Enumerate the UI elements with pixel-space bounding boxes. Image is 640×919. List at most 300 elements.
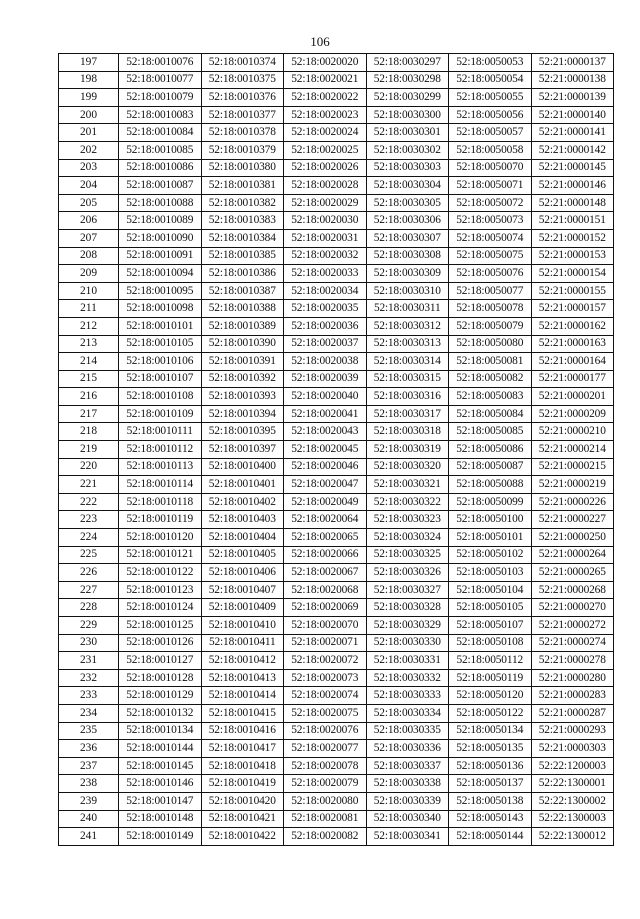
cadastral-number-cell: 52:21:0000214 <box>531 441 614 459</box>
cadastral-number-cell: 52:18:0010128 <box>119 669 202 687</box>
cadastral-number-cell: 52:18:0010416 <box>201 722 284 740</box>
cadastral-number-cell: 52:18:0010419 <box>201 775 284 793</box>
cadastral-number-cell: 52:18:0010124 <box>119 599 202 617</box>
cadastral-number-cell: 52:18:0030316 <box>366 388 449 406</box>
table-row <box>59 687 614 705</box>
cadastral-number-cell: 52:18:0010112 <box>119 441 202 459</box>
cadastral-number-cell: 52:18:0050136 <box>449 757 532 775</box>
cadastral-number-cell: 52:18:0010087 <box>119 177 202 195</box>
table-row <box>59 282 614 300</box>
row-number-cell: 201 <box>59 124 119 142</box>
table-row <box>59 722 614 740</box>
table-row <box>59 141 614 159</box>
cadastral-number-cell: 52:18:0010077 <box>119 71 202 89</box>
table-row <box>59 564 614 582</box>
cadastral-number-cell: 52:18:0020081 <box>284 810 367 828</box>
table-row <box>59 106 614 124</box>
cadastral-number-cell: 52:21:0000152 <box>531 229 614 247</box>
cadastral-number-cell: 52:18:0030311 <box>366 300 449 318</box>
cadastral-number-cell: 52:18:0050054 <box>449 71 532 89</box>
row-number-cell: 206 <box>59 212 119 230</box>
cadastral-number-cell: 52:18:0050138 <box>449 792 532 810</box>
cadastral-number-cell: 52:18:0010114 <box>119 476 202 494</box>
cadastral-number-cell: 52:18:0020035 <box>284 300 367 318</box>
cadastral-number-cell: 52:18:0020041 <box>284 405 367 423</box>
cadastral-number-cell: 52:18:0010392 <box>201 370 284 388</box>
row-number-cell: 200 <box>59 106 119 124</box>
cadastral-number-cell: 52:18:0020034 <box>284 282 367 300</box>
row-number-cell: 222 <box>59 493 119 511</box>
cadastral-number-cell: 52:18:0050101 <box>449 529 532 547</box>
cadastral-number-cell: 52:18:0010123 <box>119 581 202 599</box>
table-row <box>59 317 614 335</box>
table-row <box>59 810 614 828</box>
row-number-cell: 233 <box>59 687 119 705</box>
row-number-cell: 207 <box>59 229 119 247</box>
cadastral-number-cell: 52:18:0050102 <box>449 546 532 564</box>
cadastral-number-cell: 52:18:0050074 <box>449 229 532 247</box>
cadastral-number-cell: 52:18:0010127 <box>119 652 202 670</box>
cadastral-number-cell: 52:18:0050104 <box>449 581 532 599</box>
cadastral-number-cell: 52:21:0000177 <box>531 370 614 388</box>
cadastral-number-cell: 52:18:0050099 <box>449 493 532 511</box>
cadastral-number-cell: 52:18:0010126 <box>119 634 202 652</box>
cadastral-number-cell: 52:18:0020039 <box>284 370 367 388</box>
cadastral-number-cell: 52:18:0030301 <box>366 124 449 142</box>
cadastral-number-cell: 52:21:0000142 <box>531 141 614 159</box>
cadastral-number-cell: 52:18:0010418 <box>201 757 284 775</box>
cadastral-number-cell: 52:18:0020077 <box>284 740 367 758</box>
cadastral-number-cell: 52:18:0030328 <box>366 599 449 617</box>
cadastral-number-cell: 52:18:0030322 <box>366 493 449 511</box>
cadastral-number-cell: 52:18:0050085 <box>449 423 532 441</box>
row-number-cell: 224 <box>59 529 119 547</box>
table-row <box>59 300 614 318</box>
cadastral-number-cell: 52:21:0000146 <box>531 177 614 195</box>
cadastral-number-cell: 52:18:0030341 <box>366 828 449 846</box>
cadastral-number-cell: 52:18:0020040 <box>284 388 367 406</box>
table-row <box>59 71 614 89</box>
cadastral-number-cell: 52:18:0050083 <box>449 388 532 406</box>
cadastral-number-cell: 52:18:0050137 <box>449 775 532 793</box>
cadastral-number-cell: 52:18:0050120 <box>449 687 532 705</box>
cadastral-number-cell: 52:18:0020068 <box>284 581 367 599</box>
cadastral-number-cell: 52:18:0020065 <box>284 529 367 547</box>
cadastral-number-cell: 52:22:1300012 <box>531 828 614 846</box>
cadastral-number-cell: 52:18:0050100 <box>449 511 532 529</box>
cadastral-number-cell: 52:18:0020046 <box>284 458 367 476</box>
cadastral-number-cell: 52:18:0020029 <box>284 194 367 212</box>
cadastral-number-cell: 52:21:0000138 <box>531 71 614 89</box>
page-number: 106 <box>310 34 330 49</box>
cadastral-number-cell: 52:18:0020078 <box>284 757 367 775</box>
cadastral-number-cell: 52:18:0030304 <box>366 177 449 195</box>
cadastral-number-cell: 52:18:0010144 <box>119 740 202 758</box>
row-number-cell: 209 <box>59 265 119 283</box>
cadastral-number-cell: 52:18:0030310 <box>366 282 449 300</box>
cadastral-number-cell: 52:18:0030319 <box>366 441 449 459</box>
row-number-cell: 221 <box>59 476 119 494</box>
cadastral-number-cell: 52:18:0020030 <box>284 212 367 230</box>
table-row <box>59 441 614 459</box>
cadastral-number-cell: 52:18:0030318 <box>366 423 449 441</box>
row-number-cell: 237 <box>59 757 119 775</box>
cadastral-number-cell: 52:18:0010086 <box>119 159 202 177</box>
cadastral-number-cell: 52:18:0010400 <box>201 458 284 476</box>
cadastral-number-cell: 52:18:0010395 <box>201 423 284 441</box>
cadastral-number-cell: 52:18:0050112 <box>449 652 532 670</box>
cadastral-number-cell: 52:18:0050073 <box>449 212 532 230</box>
cadastral-number-cell: 52:21:0000210 <box>531 423 614 441</box>
cadastral-number-cell: 52:18:0010095 <box>119 282 202 300</box>
cadastral-number-cell: 52:18:0030338 <box>366 775 449 793</box>
cadastral-number-cell: 52:21:0000283 <box>531 687 614 705</box>
cadastral-number-cell: 52:18:0010393 <box>201 388 284 406</box>
cadastral-number-cell: 52:18:0010149 <box>119 828 202 846</box>
cadastral-number-cell: 52:21:0000151 <box>531 212 614 230</box>
cadastral-number-cell: 52:21:0000219 <box>531 476 614 494</box>
cadastral-number-cell: 52:18:0050072 <box>449 194 532 212</box>
cadastral-number-cell: 52:18:0030331 <box>366 652 449 670</box>
cadastral-number-cell: 52:18:0020025 <box>284 141 367 159</box>
row-number-cell: 213 <box>59 335 119 353</box>
row-number-cell: 197 <box>59 54 119 72</box>
cadastral-number-cell: 52:18:0010088 <box>119 194 202 212</box>
cadastral-number-cell: 52:18:0030327 <box>366 581 449 599</box>
cadastral-number-cell: 52:18:0020022 <box>284 89 367 107</box>
cadastral-number-cell: 52:18:0010108 <box>119 388 202 406</box>
cadastral-number-cell: 52:18:0030302 <box>366 141 449 159</box>
cadastral-number-cell: 52:18:0050057 <box>449 124 532 142</box>
cadastral-number-cell: 52:18:0020031 <box>284 229 367 247</box>
cadastral-number-cell: 52:21:0000303 <box>531 740 614 758</box>
cadastral-number-cell: 52:18:0010409 <box>201 599 284 617</box>
cadastral-number-cell: 52:18:0010411 <box>201 634 284 652</box>
cadastral-number-cell: 52:18:0010404 <box>201 529 284 547</box>
row-number-cell: 218 <box>59 423 119 441</box>
cadastral-number-cell: 52:18:0030299 <box>366 89 449 107</box>
cadastral-number-cell: 52:18:0010403 <box>201 511 284 529</box>
cadastral-number-cell: 52:18:0020074 <box>284 687 367 705</box>
table-row <box>59 581 614 599</box>
cadastral-number-cell: 52:18:0020037 <box>284 335 367 353</box>
cadastral-number-cell: 52:21:0000201 <box>531 388 614 406</box>
cadastral-number-cell: 52:18:0010374 <box>201 54 284 72</box>
cadastral-number-cell: 52:18:0030323 <box>366 511 449 529</box>
row-number-cell: 202 <box>59 141 119 159</box>
cadastral-number-cell: 52:21:0000278 <box>531 652 614 670</box>
cadastral-number-cell: 52:18:0010394 <box>201 405 284 423</box>
table-row <box>59 388 614 406</box>
cadastral-number-cell: 52:18:0010407 <box>201 581 284 599</box>
table-row <box>59 792 614 810</box>
row-number-cell: 235 <box>59 722 119 740</box>
row-number-cell: 227 <box>59 581 119 599</box>
cadastral-number-cell: 52:18:0030307 <box>366 229 449 247</box>
cadastral-number-cell: 52:21:0000141 <box>531 124 614 142</box>
cadastral-number-cell: 52:18:0020038 <box>284 353 367 371</box>
cadastral-number-cell: 52:18:0050056 <box>449 106 532 124</box>
cadastral-number-cell: 52:18:0010098 <box>119 300 202 318</box>
cadastral-number-cell: 52:18:0010106 <box>119 353 202 371</box>
table-row <box>59 265 614 283</box>
row-number-cell: 198 <box>59 71 119 89</box>
cadastral-number-cell: 52:18:0010387 <box>201 282 284 300</box>
cadastral-number-cell: 52:18:0020032 <box>284 247 367 265</box>
cadastral-number-cell: 52:18:0050082 <box>449 370 532 388</box>
row-number-cell: 214 <box>59 353 119 371</box>
cadastral-number-cell: 52:18:0010122 <box>119 564 202 582</box>
cadastral-number-cell: 52:18:0050103 <box>449 564 532 582</box>
table-row <box>59 405 614 423</box>
row-number-cell: 212 <box>59 317 119 335</box>
cadastral-number-cell: 52:21:0000209 <box>531 405 614 423</box>
row-number-cell: 241 <box>59 828 119 846</box>
table-row <box>59 476 614 494</box>
cadastral-number-cell: 52:18:0030315 <box>366 370 449 388</box>
table-row <box>59 511 614 529</box>
cadastral-number-cell: 52:18:0030324 <box>366 529 449 547</box>
cadastral-number-cell: 52:18:0020064 <box>284 511 367 529</box>
cadastral-number-cell: 52:18:0050086 <box>449 441 532 459</box>
cadastral-number-cell: 52:18:0020049 <box>284 493 367 511</box>
cadastral-number-cell: 52:18:0010415 <box>201 704 284 722</box>
cadastral-number-cell: 52:18:0050143 <box>449 810 532 828</box>
cadastral-number-cell: 52:18:0030298 <box>366 71 449 89</box>
cadastral-number-cell: 52:21:0000293 <box>531 722 614 740</box>
cadastral-number-cell: 52:18:0030320 <box>366 458 449 476</box>
cadastral-number-cell: 52:18:0030340 <box>366 810 449 828</box>
cadastral-number-cell: 52:18:0030325 <box>366 546 449 564</box>
cadastral-number-cell: 52:18:0010386 <box>201 265 284 283</box>
cadastral-number-cell: 52:21:0000148 <box>531 194 614 212</box>
cadastral-number-cell: 52:18:0050081 <box>449 353 532 371</box>
cadastral-number-cell: 52:18:0050108 <box>449 634 532 652</box>
cadastral-number-cell: 52:18:0030335 <box>366 722 449 740</box>
cadastral-number-cell: 52:18:0050107 <box>449 617 532 635</box>
table-row <box>59 89 614 107</box>
cadastral-number-cell: 52:18:0050078 <box>449 300 532 318</box>
table-row <box>59 247 614 265</box>
table-row <box>59 740 614 758</box>
cadastral-number-cell: 52:18:0010377 <box>201 106 284 124</box>
cadastral-number-cell: 52:18:0020072 <box>284 652 367 670</box>
cadastral-number-cell: 52:18:0010405 <box>201 546 284 564</box>
table-row <box>59 652 614 670</box>
cadastral-number-cell: 52:18:0010134 <box>119 722 202 740</box>
cadastral-number-cell: 52:18:0020021 <box>284 71 367 89</box>
row-number-cell: 208 <box>59 247 119 265</box>
cadastral-number-cell: 52:21:0000145 <box>531 159 614 177</box>
cadastral-number-cell: 52:18:0010376 <box>201 89 284 107</box>
cadastral-number-cell: 52:18:0050084 <box>449 405 532 423</box>
cadastral-number-cell: 52:18:0050119 <box>449 669 532 687</box>
cadastral-number-cell: 52:18:0030329 <box>366 617 449 635</box>
cadastral-number-cell: 52:22:1200003 <box>531 757 614 775</box>
table-row <box>59 212 614 230</box>
cadastral-number-cell: 52:18:0020067 <box>284 564 367 582</box>
cadastral-number-cell: 52:18:0010147 <box>119 792 202 810</box>
cadastral-number-cell: 52:18:0020024 <box>284 124 367 142</box>
cadastral-number-cell: 52:18:0030332 <box>366 669 449 687</box>
cadastral-number-cell: 52:18:0010118 <box>119 493 202 511</box>
cadastral-number-cell: 52:18:0030314 <box>366 353 449 371</box>
cadastral-number-cell: 52:21:0000272 <box>531 617 614 635</box>
cadastral-number-cell: 52:18:0020075 <box>284 704 367 722</box>
cadastral-number-cell: 52:18:0030312 <box>366 317 449 335</box>
cadastral-number-cell: 52:18:0010417 <box>201 740 284 758</box>
cadastral-number-cell: 52:18:0050077 <box>449 282 532 300</box>
table-row <box>59 493 614 511</box>
cadastral-number-cell: 52:18:0020066 <box>284 546 367 564</box>
row-number-cell: 211 <box>59 300 119 318</box>
cadastral-number-cell: 52:18:0020069 <box>284 599 367 617</box>
cadastral-number-cell: 52:21:0000226 <box>531 493 614 511</box>
cadastral-number-cell: 52:18:0050070 <box>449 159 532 177</box>
cadastral-number-cell: 52:18:0050055 <box>449 89 532 107</box>
cadastral-number-cell: 52:21:0000155 <box>531 282 614 300</box>
table-row <box>59 353 614 371</box>
cadastral-number-cell: 52:18:0010091 <box>119 247 202 265</box>
cadastral-number-cell: 52:18:0010085 <box>119 141 202 159</box>
cadastral-number-cell: 52:18:0030317 <box>366 405 449 423</box>
row-number-cell: 236 <box>59 740 119 758</box>
cadastral-number-cell: 52:18:0010390 <box>201 335 284 353</box>
cadastral-number-cell: 52:22:1300003 <box>531 810 614 828</box>
cadastral-number-cell: 52:18:0050080 <box>449 335 532 353</box>
table-row <box>59 335 614 353</box>
cadastral-number-cell: 52:21:0000164 <box>531 353 614 371</box>
row-number-cell: 204 <box>59 177 119 195</box>
row-number-cell: 225 <box>59 546 119 564</box>
cadastral-number-cell: 52:22:1300001 <box>531 775 614 793</box>
cadastral-number-cell: 52:21:0000274 <box>531 634 614 652</box>
cadastral-number-cell: 52:18:0010084 <box>119 124 202 142</box>
cadastral-number-cell: 52:18:0030308 <box>366 247 449 265</box>
cadastral-number-cell: 52:18:0030321 <box>366 476 449 494</box>
table-body <box>59 54 614 846</box>
table-row <box>59 669 614 687</box>
cadastral-number-cell: 52:18:0050088 <box>449 476 532 494</box>
cadastral-number-cell: 52:18:0010107 <box>119 370 202 388</box>
cadastral-number-cell: 52:18:0030334 <box>366 704 449 722</box>
row-number-cell: 205 <box>59 194 119 212</box>
cadastral-number-cell: 52:21:0000140 <box>531 106 614 124</box>
cadastral-number-cell: 52:18:0030326 <box>366 564 449 582</box>
row-number-cell: 215 <box>59 370 119 388</box>
cadastral-number-cell: 52:18:0030339 <box>366 792 449 810</box>
cadastral-number-cell: 52:18:0010383 <box>201 212 284 230</box>
cadastral-number-cell: 52:18:0020033 <box>284 265 367 283</box>
cadastral-number-cell: 52:21:0000280 <box>531 669 614 687</box>
cadastral-number-cell: 52:18:0050105 <box>449 599 532 617</box>
cadastral-number-cell: 52:18:0010105 <box>119 335 202 353</box>
cadastral-number-cell: 52:18:0020026 <box>284 159 367 177</box>
cadastral-number-cell: 52:18:0010079 <box>119 89 202 107</box>
cadastral-number-cell: 52:18:0010129 <box>119 687 202 705</box>
cadastral-number-cell: 52:18:0010382 <box>201 194 284 212</box>
table-row <box>59 546 614 564</box>
cadastral-number-cell: 52:18:0010421 <box>201 810 284 828</box>
cadastral-number-cell: 52:18:0050076 <box>449 265 532 283</box>
table-row <box>59 828 614 846</box>
row-number-cell: 220 <box>59 458 119 476</box>
cadastral-number-cell: 52:21:0000162 <box>531 317 614 335</box>
cadastral-number-cell: 52:18:0010413 <box>201 669 284 687</box>
cadastral-number-cell: 52:18:0020028 <box>284 177 367 195</box>
table-row <box>59 124 614 142</box>
table-row <box>59 177 614 195</box>
cadastral-number-cell: 52:18:0030337 <box>366 757 449 775</box>
cadastral-number-cell: 52:18:0050087 <box>449 458 532 476</box>
row-number-cell: 203 <box>59 159 119 177</box>
cadastral-number-cell: 52:21:0000268 <box>531 581 614 599</box>
cadastral-number-cell: 52:18:0050075 <box>449 247 532 265</box>
row-number-cell: 223 <box>59 511 119 529</box>
table-row <box>59 599 614 617</box>
cadastral-number-cell: 52:21:0000215 <box>531 458 614 476</box>
cadastral-number-cell: 52:21:0000287 <box>531 704 614 722</box>
cadastral-number-cell: 52:18:0030306 <box>366 212 449 230</box>
cadastral-number-cell: 52:18:0010101 <box>119 317 202 335</box>
cadastral-number-cell: 52:18:0030336 <box>366 740 449 758</box>
row-number-cell: 230 <box>59 634 119 652</box>
table-row <box>59 229 614 247</box>
cadastral-number-cell: 52:18:0020071 <box>284 634 367 652</box>
cadastral-number-cell: 52:21:0000137 <box>531 54 614 72</box>
cadastral-number-cell: 52:21:0000154 <box>531 265 614 283</box>
cadastral-number-cell: 52:21:0000153 <box>531 247 614 265</box>
cadastral-number-cell: 52:18:0010083 <box>119 106 202 124</box>
table-row <box>59 704 614 722</box>
cadastral-number-cell: 52:18:0010148 <box>119 810 202 828</box>
cadastral-number-cell: 52:18:0030300 <box>366 106 449 124</box>
cadastral-number-cell: 52:18:0030309 <box>366 265 449 283</box>
cadastral-number-cell: 52:21:0000163 <box>531 335 614 353</box>
cadastral-number-cell: 52:18:0020036 <box>284 317 367 335</box>
cadastral-number-cell: 52:18:0020020 <box>284 54 367 72</box>
cadastral-number-cell: 52:21:0000250 <box>531 529 614 547</box>
cadastral-number-cell: 52:21:0000270 <box>531 599 614 617</box>
cadastral-number-cell: 52:18:0010379 <box>201 141 284 159</box>
cadastral-number-cell: 52:18:0010388 <box>201 300 284 318</box>
cadastral-number-cell: 52:18:0020043 <box>284 423 367 441</box>
table-row <box>59 634 614 652</box>
cadastral-number-cell: 52:18:0050122 <box>449 704 532 722</box>
cadastral-number-cell: 52:18:0050134 <box>449 722 532 740</box>
row-number-cell: 234 <box>59 704 119 722</box>
cadastral-number-cell: 52:18:0010076 <box>119 54 202 72</box>
cadastral-number-cell: 52:18:0020076 <box>284 722 367 740</box>
cadastral-number-cell: 52:18:0010111 <box>119 423 202 441</box>
row-number-cell: 232 <box>59 669 119 687</box>
cadastral-number-cell: 52:18:0010402 <box>201 493 284 511</box>
row-number-cell: 239 <box>59 792 119 810</box>
cadastral-number-cell: 52:18:0030297 <box>366 54 449 72</box>
row-number-cell: 231 <box>59 652 119 670</box>
table-row <box>59 54 614 72</box>
cadastral-number-cell: 52:18:0020045 <box>284 441 367 459</box>
cadastral-number-cell: 52:18:0020070 <box>284 617 367 635</box>
cadastral-number-cell: 52:18:0010120 <box>119 529 202 547</box>
cadastral-number-cell: 52:21:0000139 <box>531 89 614 107</box>
cadastral-number-cell: 52:21:0000264 <box>531 546 614 564</box>
cadastral-number-cell: 52:18:0010410 <box>201 617 284 635</box>
cadastral-number-cell: 52:18:0050053 <box>449 54 532 72</box>
row-number-cell: 240 <box>59 810 119 828</box>
cadastral-number-cell: 52:21:0000157 <box>531 300 614 318</box>
table-row <box>59 775 614 793</box>
